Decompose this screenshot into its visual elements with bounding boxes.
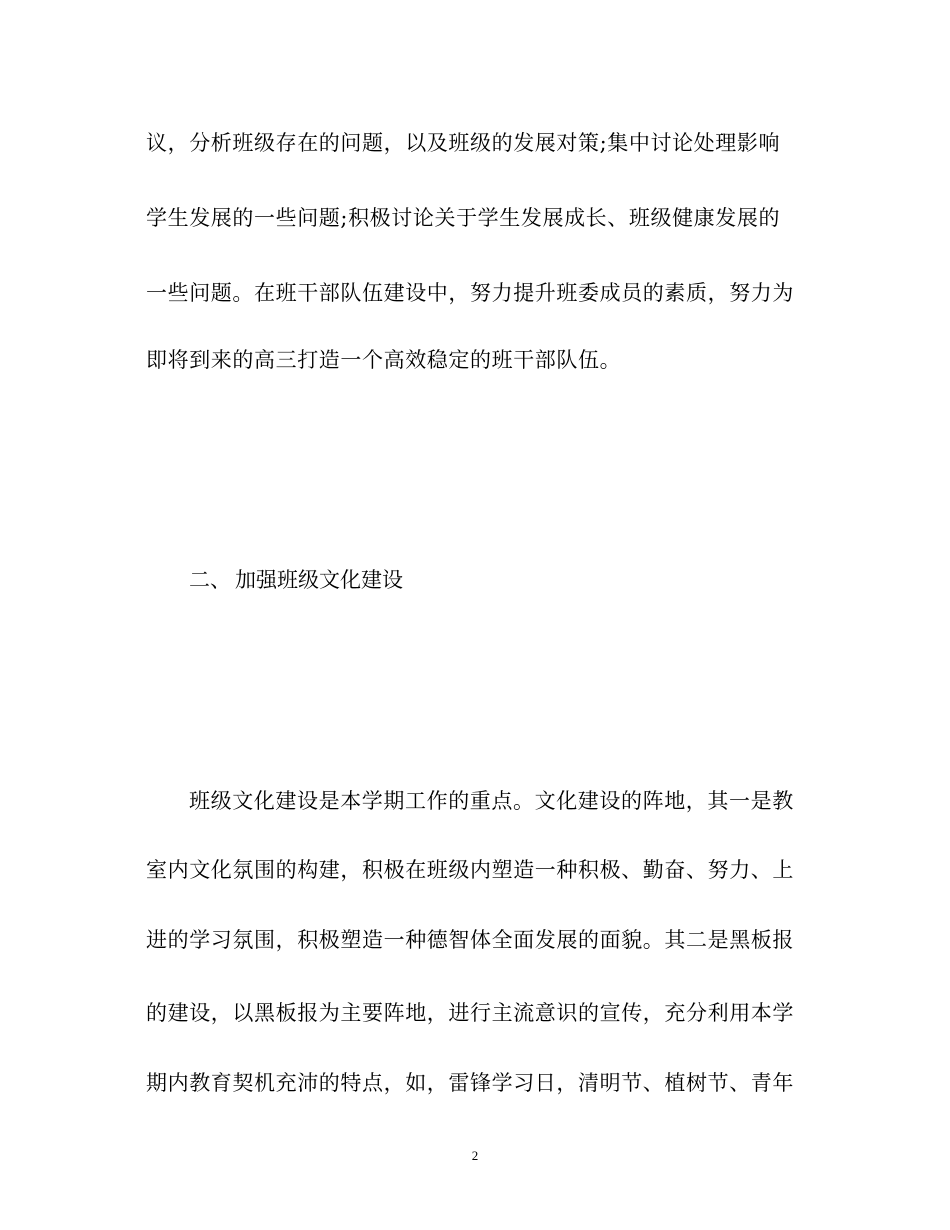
paragraph-2-line-2: 室内文化氛围的构建，积极在班级内塑造一种积极、勤奋、努力、上 (146, 858, 794, 882)
paragraph-1-line-2: 学生发展的一些问题;积极讨论关于学生发展成长、班级健康发展的 (146, 206, 781, 230)
paragraph-1-line-1: 议，分析班级存在的问题，以及班级的发展对策;集中讨论处理影响 (146, 131, 781, 155)
paragraph-1-line-3: 一些问题。在班干部队伍建设中，努力提升班委成员的素质，努力为 (146, 281, 794, 305)
page-number: 2 (471, 1148, 479, 1163)
section-heading (189, 565, 403, 595)
paragraph-2-line-5: 期内教育契机充沛的特点，如，雷锋学习日，清明节、植树节、青年 (146, 1071, 794, 1095)
paragraph-2-line-1: 班级文化建设是本学期工作的重点。文化建设的阵地，其一是教 (189, 789, 794, 813)
paragraph-1-line-4: 即将到来的高三打造一个高效稳定的班干部队伍。 (146, 348, 622, 372)
paragraph-2-line-3: 进的学习氛围，积极塑造一种德智体全面发展的面貌。其二是黑板报 (146, 928, 794, 952)
section-title: 加强班级文化建设 (235, 568, 403, 592)
paragraph-2-line-4: 的建设，以黑板报为主要阵地，进行主流意识的宣传，充分利用本学 (146, 1001, 794, 1025)
section-number: 二、 (189, 568, 231, 592)
